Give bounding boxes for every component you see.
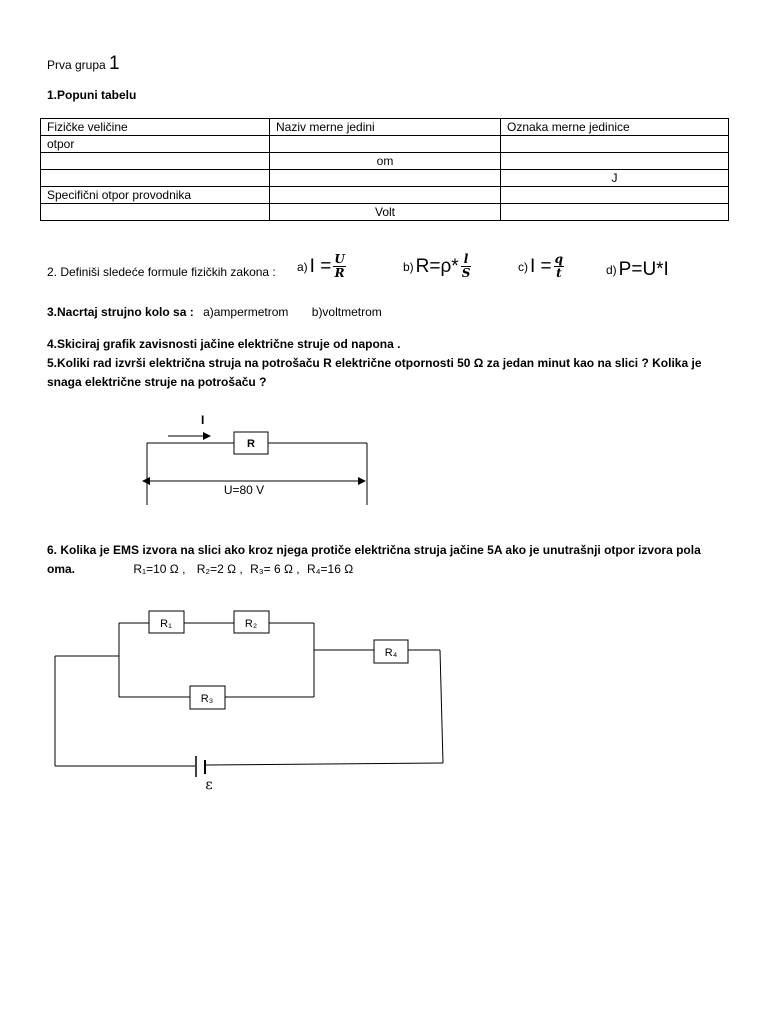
question-6-value-r4: R₄=16 Ω [306, 562, 354, 576]
formula-b-lhs: R=ρ* [415, 255, 459, 277]
question-6-value-r3: R₃= 6 Ω , [250, 562, 300, 576]
table-cell: Volt [270, 204, 501, 221]
table-cell: otpor [41, 136, 270, 153]
formula-a-lhs: I = [309, 255, 332, 277]
group-number: 1 [109, 53, 120, 74]
resistor-r3-label: R₃ [200, 693, 214, 705]
table-cell: om [270, 153, 501, 170]
resistor-r-label: R [247, 438, 255, 450]
wire [206, 763, 443, 765]
circuit-2 [55, 611, 443, 777]
emf-label: ε [205, 777, 213, 793]
fraction-denominator: R [334, 266, 345, 280]
voltage-label: U=80 V [223, 483, 265, 497]
fraction-denominator: S [461, 266, 471, 280]
wire [440, 650, 443, 763]
question-5-line1: 5.Koliki rad izvrši električna struja na potrošaču R električne otpornosti 50 Ω za jedan minut kao na slici ? Kolika je [47, 356, 702, 370]
fraction-denominator: t [556, 266, 562, 280]
formula-c-lhs: I = [530, 255, 552, 277]
formula-c-label: c) [518, 259, 528, 274]
group-text: Prva grupa [47, 58, 106, 72]
formula-b-label: b) [403, 259, 414, 274]
question-4: 4.Skiciraj grafik zavisnosti jačine električne struje od napona . [47, 337, 401, 351]
fraction-numerator: l [461, 253, 472, 267]
table-cell: Specifični otpor provodnika [41, 187, 270, 204]
formula-d-text: P=U*I [618, 259, 669, 280]
column-header: Naziv merne jedini [270, 119, 501, 136]
column-header: Fizičke veličine [41, 119, 270, 136]
question-5-line2: snaga električne struje na potrošaču ? [47, 375, 267, 389]
resistor-r1-label: R₁ [160, 618, 172, 630]
question-6-value-r1: R₁=10 Ω , [133, 562, 186, 576]
question-3-b: b)voltmetrom [311, 305, 382, 319]
current-label: I [201, 413, 205, 427]
question-1-title: 1.Popuni tabelu [47, 88, 137, 102]
question-3-a: a)ampermetrom [203, 305, 289, 319]
question-6-line1: 6. Kolika je EMS izvora na slici ako kroz njega protiče električna struja jačine 5A ako je unutrašnji otpor izvora pola [47, 543, 701, 557]
resistor-r4-label: R₄ [384, 647, 398, 659]
fraction-numerator: U [334, 252, 345, 266]
formula-a-label: a) [297, 259, 308, 274]
question-3-text: 3.Nacrtaj strujno kolo sa : [47, 305, 194, 319]
fraction-numerator: q [554, 252, 564, 266]
question-6-oma: oma. [47, 562, 76, 576]
question-2-prefix: 2. Definiši sledeće formule fizičkih zakona : [47, 265, 276, 279]
table-cell: J [501, 170, 729, 187]
resistor-r2-label: R₂ [244, 618, 258, 630]
formula-d-label: d) [606, 263, 617, 277]
column-header: Oznaka merne jedinice [501, 119, 729, 136]
question-6-value-r2: R₂=2 Ω , [196, 562, 243, 576]
